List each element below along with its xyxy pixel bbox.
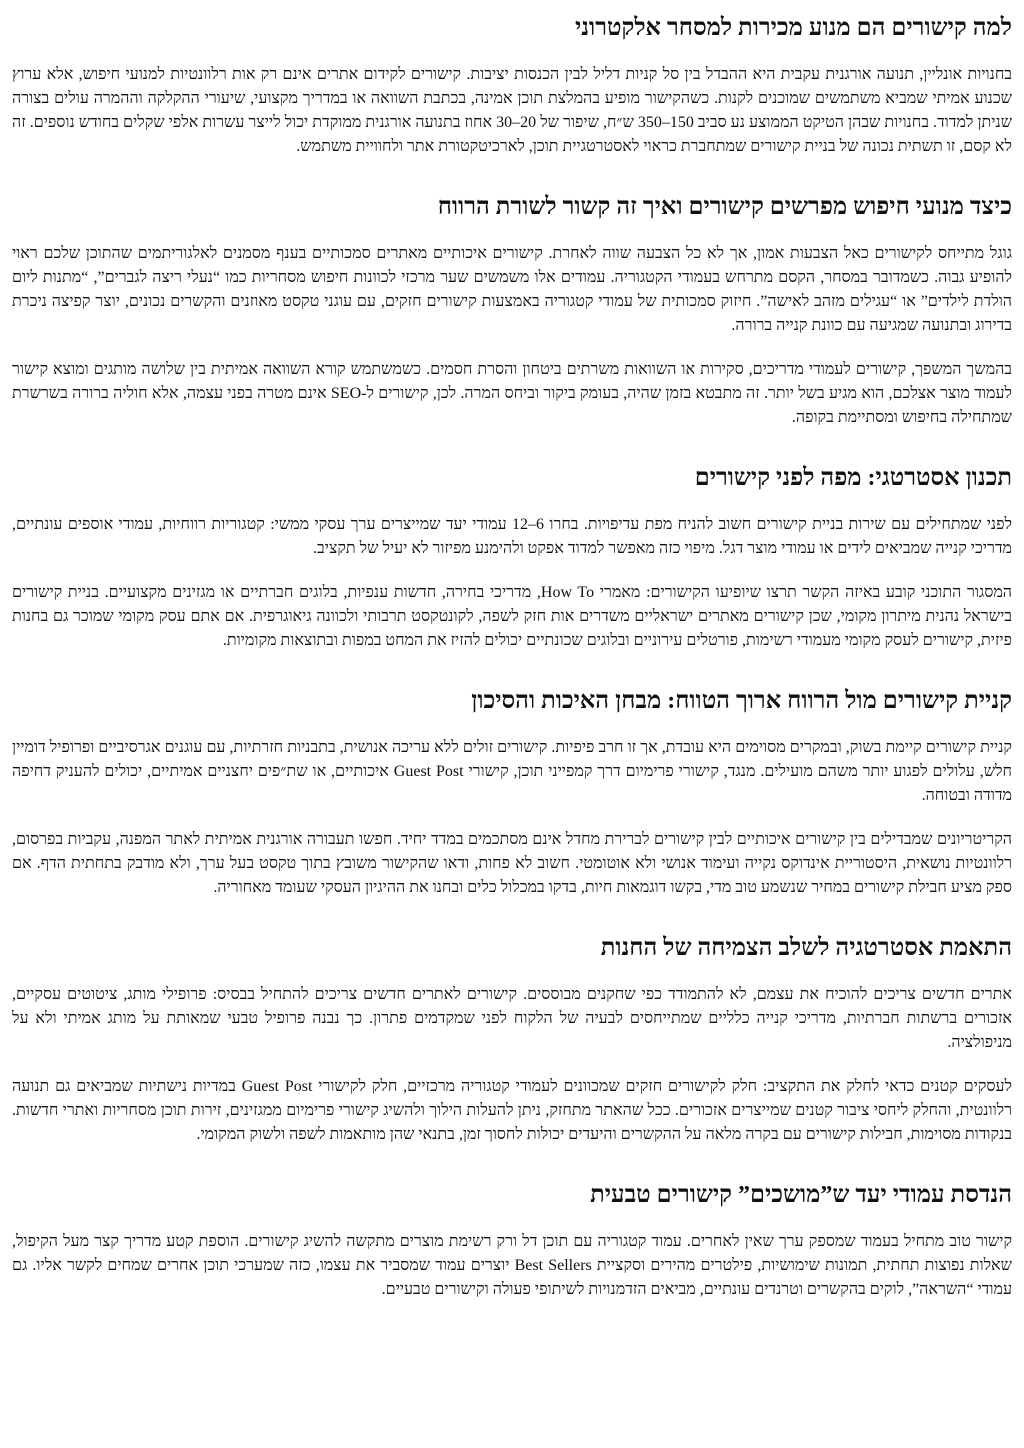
paragraph: גוגל מתייחס לקישורים כאל הצבעות אמון, אך לא כל הצבעה שווה לאחרת. קישורים איכותיים מאתרים סמכותיים בענף מסמנים לאלגוריתמים שהתוכן שלכם ראוי להופיע גבוה. כשמדובר במסחר, הקסם מתרחש בעמודי הקטגוריה. עמודים אלו משמשים שער מרכזי לכוונות חיפוש מסחריות כמו “נעלי ריצה לגברים”, “מתנות ליום הולדת לילדים” או “עגילים מזהב לאישה”. חיזוק סמכותית של עמודי קטגוריה באמצעות קישורים חזקים, עם עוגני טקסט מאוזנים והקשרים נכונים, יוצר קפיצה ניכרת בדירוג ובתנועה שמגיעה עם כוונת קנייה ברורה. — [12, 245, 1012, 334]
paragraph: קניית קישורים קיימת בשוק, ובמקרים מסוימים היא עובדת, אך זו חרב פיפיות. קישורים זולים ללא עריכה אנושית, בתבניות חזרתיות, עם עוגנים אגרסיביים ופרופיל דומיין חלש, עלולים לפגוע יותר משהם מועילים. מנגד, קישורי פרימיום דרך קמפייני תוכן, קישורי Guest Post איכותיים, או שת״פים יחצניים אמיתיים, יכולים להעניק דחיפה מדודה ובטוחה. — [12, 739, 1012, 804]
section-heading: למה קישורים הם מנוע מכירות למסחר אלקטרוני — [574, 15, 1012, 41]
paragraph: לפני שמתחילים עם שירות בניית קישורים חשוב להניח מפת עדיפויות. בחרו 6–12 עמודי יעד שמייצרים ערך עסקי ממשי: קטגוריות רווחיות, עמודי אוספים עונתיים, מדריכי קנייה שמביאים לידים או עמודי מוצר דגל. מיפוי כזה מאפשר למדוד אפקט ולהימנע מפיזור לא יעיל של תקציב. — [12, 516, 1012, 557]
section-buying-links — [12, 686, 1012, 900]
paragraph: אתרים חדשים צריכים להוכיח את עצמם, לא להתמודד כפי שחקנים מבוססים. קישורים לאתרים חדשים צריכים להתחיל בבסיס: פרופילי מותג, ציטוטים עסקיים, אזכורים ברשתות חברתיות, מדריכי קנייה כלליים שמתייחסים לבעיה של הלקוח לפני שמקדמים פתרון. כך נבנה פרופיל טבעי שמאותת על מותג אמיתי ולא על מניפולציה. — [12, 986, 1012, 1051]
section-heading: תכנון אסטרטגי: מפה לפני קישורים — [694, 465, 1012, 491]
paragraph: בחנויות אונליין, תנועה אורגנית עקבית היא ההבדל בין סל קניות דליל לבין הכנסות יציבות. קישורים לקידום אתרים אינם רק אות רלוונטיות למנועי חיפוש, אלא ערוץ שכנוע אמיתי שמביא משתמשים שמוכנים לקנות. כשהקישור מופיע בהמלצת תוכן אמינה, בכתבת השוואה או במדריך מקצועי, שיעורי ההקלקה וההמרה עולים בצורה שניתן למדוד. בחנויות שבהן הטיקט הממוצע נע סביב 150–350 ש״ח, שיפור של 20–30 אחוז בתנועה אורגנית ממוקדת יכול לייצר עשרות אלפי שקלים בחודש נוספים. זה לא קסם, זו תשתית נכונה של בניית קישורים שמתחברת כראוי לאסטרטגיית תוכן, לארכיטקטורת אתר ולחוויית משתמש. — [12, 66, 1013, 155]
section-strategic-planning — [12, 463, 1012, 653]
paragraph: קישור טוב מתחיל בעמוד שמספק ערך שאין לאחרים. עמוד קטגוריה עם תוכן דל ורק רשימת מוצרים מתקשה להשיג קישורים. הוספת קטע מדריך קצר מעל הקיפול, שאלות נפוצות תחתית, תמונות שימושיות, פילטרים מהירים וסקציית Best Sellers יוצרים עמוד שמסביר את עצמו, כזה שמערכי תוכן אחרים שמחים לקשר אליו. גם עמודי “השראה”, לוקים בהקשרים וטרנדים עונתיים, מביאים הזדמנויות לשיתופי פעולה וקישורים טבעיים. — [12, 1233, 1012, 1298]
section-heading: הנדסת עמודי יעד ש”מושכים” קישורים טבעית — [590, 1182, 1012, 1208]
section-ecommerce-links — [12, 13, 1012, 159]
paragraph: הקריטריונים שמבדילים בין קישורים איכותיים לבין קישורים לברירת מחדל אינם מסתכמים במדד יחיד. חפשו תעבורה אורגנית אמיתית לאתר המפנה, עקביות בפרסום, רלוונטיות נושאית, היסטוריית אינדוקס נקייה ועימוד אנושי ולא אוטומטי. חשוב לא פחות, ודאו שהקישור משובץ בתוך טקסט בעל ערך, ולא מודבק בתחתית הדף. אם ספק מציע חבילת קישורים במחיר שנשמע טוב מדי, בקשו דוגמאות חיות, בדקו במכלול כלים ובחנו את ההיגיון העסקי שעומד מאחוריה. — [12, 831, 1012, 896]
paragraph: בהמשך המשפך, קישורים לעמודי מדריכים, סקירות או השוואות משרתים ביטחון והסרת חסמים. כשמשתמש קורא השוואה אמיתית בין שלושה מותגים ומוצא קישור לעמוד מוצר אצלכם, הוא מגיע בשל יותר. זה מתבטא בזמן שהיה, בעומק ביקור וביחס המרה. לכן, קישורים ל-SEO אינם מטרה בפני עצמה, אלא חוליה ברורה בשרשרת שמתחילה בחיפוש ומסתיימת בקופה. — [12, 361, 1013, 426]
section-landing-pages — [12, 1180, 1012, 1302]
paragraph: לעסקים קטנים כדאי לחלק את התקציב: חלק לקישורים חזקים שמכוונים לעמודי קטגוריה מרכזיים, חלק לקישורי Guest Post במדיות נישתיות שמביאים גם תנועה רלוונטית, והחלק ליחסי ציבור קטנים שמייצרים אזכורים. ככל שהאתר מתחזק, ניתן להעלות הילוך ולהשיג קישורי פרימיום ממגזינים, זירות תוכן מסחריות ואתרי חדשות. בנקודות מסוימות, חבילות קישורים עם בקרה מלאה על ההקשרים והיעדים יכולות לחסוך זמן, בתנאי שהן מותאמות לשפה ולשוק המקומי. — [12, 1078, 1012, 1143]
section-heading: התאמת אסטרטגיה לשלב הצמיחה של החנות — [600, 935, 1012, 961]
paragraph: המסגור התוכני קובע באיזה הקשר תרצו שיופיעו הקישורים: מאמרי How To, מדריכי בחירה, חדשות ענפיות, בלוגים חברתיים או מגזינים מקצועיים. בניית קישורים בישראל נהנית מיתרון מקומי, שכן קישורים מאתרים ישראליים משדרים אות חזק לשפה, לקונטקסט תרבותי ולכוונה גיאוגרפית. אם אתם עסק מקומי שמוכר גם בחנות פיזית, קישורים לעסק מקומי מעמודי רשימות, פורטלים עירוניים ובלוגים שכונתיים יכולים להזיז את המחט במפות ובתוצאות מקומיות. — [12, 584, 1013, 649]
section-heading: כיצד מנועי חיפוש מפרשים קישורים ואיך זה קשור לשורת הרווח — [437, 194, 1012, 220]
section-heading: קניית קישורים מול הרווח ארוך הטווח: מבחן האיכות והסיכון — [471, 688, 1012, 714]
section-search-engines — [12, 192, 1012, 430]
section-growth-stage — [12, 933, 1012, 1147]
